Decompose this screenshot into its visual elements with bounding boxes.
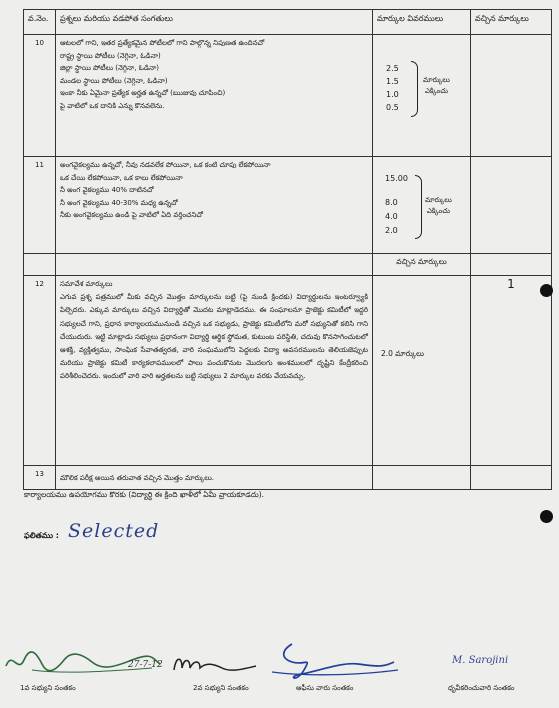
brace [415,175,422,239]
row-number: 10 [24,35,56,157]
question-line: మండల స్థాయి పోటీలు (నెగ్గినా, ఓడినా) [60,76,168,85]
dispatcher-signature-label: ఆఫీసు వారు సంతకం [296,684,354,692]
second-member-signature [170,650,260,678]
row-gained-value: 1 [471,276,552,466]
row-marks-details [373,276,471,466]
punch-hole [540,510,553,523]
question-line: అంగవైకల్యము ఉన్నచో, నీవు నడవలేక పోయినా, ఒక కంటి చూపు లేకపోయినా [60,161,271,169]
row-marks-details [373,466,471,490]
mark-value: 2.0 [385,226,398,235]
row-gained-cell [471,157,552,254]
verifier-signature: M. Sarojini [452,655,509,666]
question-line: నీ అంగ వైకల్యము 40% దాటినచో [60,186,154,194]
question-line: నీకు అంగవైకల్యము ఉండి పై వాటిలో ఏది వర్తించనిచో [60,211,203,219]
table-row [24,466,552,490]
marks-text: 2.0 మార్కులు [381,349,425,358]
gained-marks-row [24,254,552,276]
mark-value: 1.0 [386,90,399,99]
mark-value: 1.5 [386,77,399,86]
marks-label: మార్కులు [423,76,450,84]
punch-hole [540,284,553,297]
first-member-signature-label: 1వ సభ్యుని సంతకం [20,684,76,692]
marks-label: ఎక్కించు [424,87,448,95]
question-line: ఒక చేయి లేకపోయినా, ఒక కాలు లేకపోయినా [60,173,183,182]
mark-value: 8.0 [385,198,398,207]
table-row [24,276,552,466]
table-row [24,35,552,157]
question-line: నీ అంగ వైకల్యము 40-30% మధ్య ఉన్నచో [60,198,178,207]
verifier-signature-label: ధృవీకరించువారి సంతకం [448,684,515,692]
table-header-row [24,10,552,35]
brace [411,61,418,117]
row-gained-cell [471,466,552,490]
row-question [56,157,373,254]
question-text: మౌలిక పరీక్ష అయిన తరువాత వచ్చిన మొత్తం మార్కులు. [60,474,215,482]
header-marks-gained: వచ్చిన మార్కులు [471,10,552,35]
row-marks-details [373,157,471,254]
question-line: పై వాటిలో ఒక దానికి ఎన్ను కొనవలెను. [60,101,165,110]
marks-table [23,9,552,490]
question-line: ఆటలలో గాని, ఇతర ప్రత్యేకమైన పోటీలలో గాని పాల్గొన్న నిపుణత ఉందినచో [60,39,265,47]
row-gained-cell [471,35,552,157]
mark-value: 4.0 [385,212,398,221]
second-member-signature-label: 2వ సభ్యుని సంతకం [193,684,249,692]
row-number: 11 [24,157,56,254]
header-serial: వ.నెం. [24,10,56,35]
row-question [56,276,373,466]
signature-date: 27-7-12 [128,660,163,670]
mark-value: 2.5 [386,64,399,73]
gained-marks-label: వచ్చిన మార్కులు [373,254,471,276]
dispatcher-signature [262,636,402,682]
table-row [24,157,552,254]
row-number: 13 [24,466,56,490]
row-number: 12 [24,276,56,466]
result-label: ఫలితము : [24,531,59,540]
question-paragraph: ఎగువ ప్రశ్న పత్రములో మీకు వచ్చిన మొత్తం మార్కులను బట్టి (పై నుండి క్రిందకు) విద్యార్థులను ఇంటర్వ్యూకి పిల్చెదరు. ఎక్కువ మార్కులు వచ్చిన విద్యార్థితో మొదట మాట్లాడెదము. ఈ సంఘాలనూ ప్రాజెక్టు కమిటీలో ఇద్దరి సభ్యులచే గాని, ప్రధాన కార్యాలయమునుండి వచ్చిన ఒక సభ్యుడు, ప్రాజెక్టు కమిటీలోని మరో సభ్యునితో కలిసి గాని చేయుదురు. ఇట్టి మాట్లాడు సభ్యులు ప్రధానంగా విద్యార్థి ఆర్థిక స్థోమత, కుటుంబ పరిస్థితి, చదువు కొనసాగించుటలో ఆశక్తి, వ్యక్తిత్వము, సాంఘిక సేవాతత్వరత, వారి సంఘములోని పెద్దలకు విద్యా అవసరములను తెలియజెప్పుట మరియు ప్రాజెక్టు కమిటీ కార్యకలాపములలో పాలు పంచుకొనుట మొదలగు అంశములలో దృష్టిని కేంద్రీకరించి పరిశీలించెదరు. ఇందులో వారి వారి అర్హతలను బట్టి సభ్యులు 2 మార్కుల వరకు వేయవచ్చు. [60,293,368,381]
result-value: Selected [68,520,160,542]
mark-value: 0.5 [386,103,399,112]
row-marks-details [373,35,471,157]
question-line: జిల్లా స్థాయి పోటీలు (నెగ్గినా, ఓడినా) [60,64,160,72]
gained-marks-value [471,254,552,276]
question-line: రాష్ట్ర స్థాయి పోటీలు (నెగ్గినా, ఓడినా) [60,51,161,60]
row-question [56,35,373,157]
row-question [56,466,373,490]
office-use-note: కార్యాలయము ఉపయోగము కొరకు (విద్యార్థి ఈ క్రింది ఖాళీలో ఏమీ వ్రాయకూడదు). [24,490,265,499]
header-question: ప్రశ్నలు మరియు వడపోత సంగతులు [56,10,373,35]
marks-label: ఎక్కించు [426,207,450,215]
header-marks-details: మార్కుల వివరములు [373,10,471,35]
question-title: సమావేశ మార్కులు [60,280,113,288]
mark-value: 15.00 [385,174,408,183]
marks-label: మార్కులు [425,196,452,204]
question-line: ఇంకా నీకు ఏమైనా ప్రత్యేక అర్హత ఉన్నచో (ఋజువు చూపించి) [60,89,226,97]
